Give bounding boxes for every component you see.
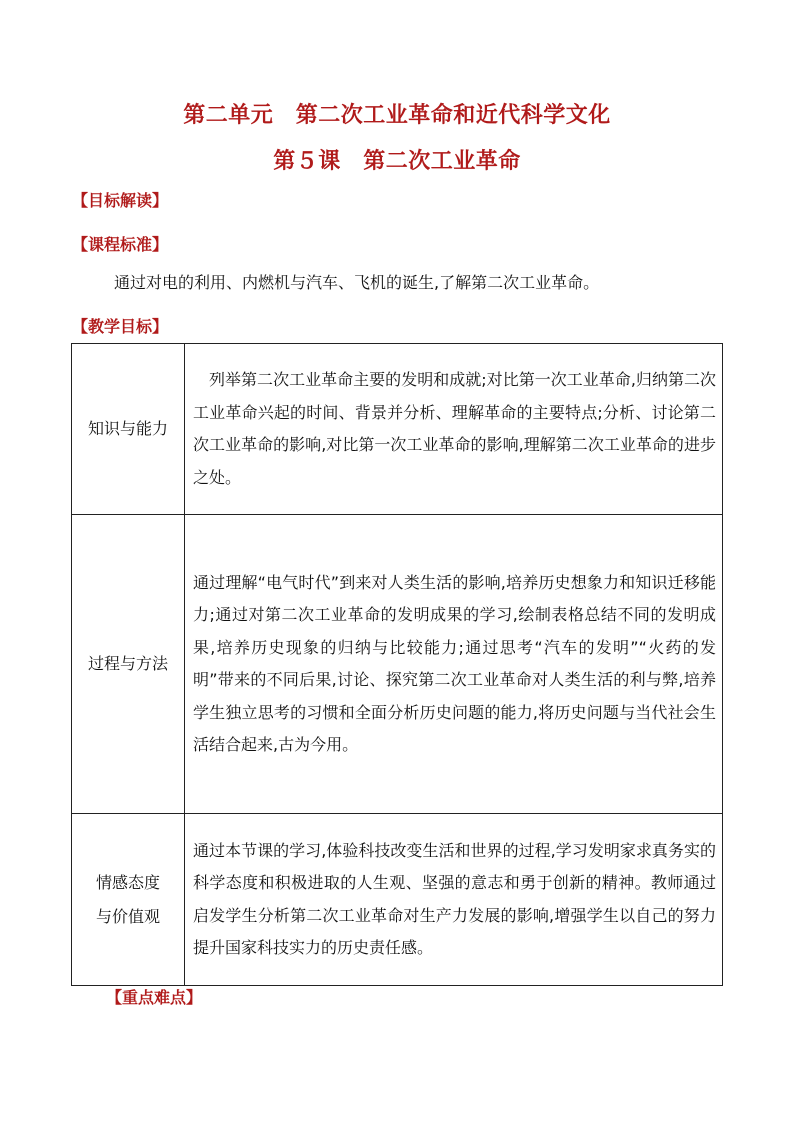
goal-category-line: 与价值观 [95, 906, 160, 926]
section-heading-label: 教学目标 [88, 317, 153, 336]
section-heading-teaching-goals [72, 314, 168, 337]
goal-category-label [72, 344, 185, 515]
bracket-open: 【 [72, 191, 89, 210]
bracket-open: 【 [106, 988, 123, 1007]
bracket-open: 【 [72, 235, 89, 254]
table-row [72, 344, 723, 515]
goal-category-line: 知识与能力 [87, 419, 168, 438]
bracket-close: 】 [186, 988, 203, 1007]
teaching-goals-table [71, 343, 723, 986]
bracket-close: 】 [152, 191, 169, 210]
bracket-open: 【 [72, 317, 89, 336]
goal-category-label [72, 814, 185, 986]
section-heading-curriculum-standard [72, 232, 168, 255]
section-heading-label: 重点难点 [122, 988, 187, 1007]
goal-category-line: 过程与方法 [87, 654, 168, 673]
goal-description: 通过本节课的学习,体验科技改变生活和世界的过程,学习发明家求真务实的科学态度和积极进取的人生观、坚强的意志和勇于创新的精神。教师通过启发学生分析第二次工业革命对生产力发展的影响,增强学生以自己的努力提升国家科技实力的历史责任感。 [185, 814, 723, 986]
curriculum-standard-text: 通过对电的利用、内燃机与汽车、飞机的诞生,了解第二次工业革命。 [114, 273, 600, 292]
table-row [72, 515, 723, 814]
bracket-close: 】 [152, 235, 169, 254]
goal-description: 通过理解“电气时代”到来对人类生活的影响,培养历史想象力和知识迁移能力;通过对第二次工业革命的发明成果的学习,绘制表格总结不同的发明成果,培养历史现象的归纳与比较能力;通过思考“汽车的发明”“火药的发明”带来的不同后果,讨论、探究第二次工业革命对人类生活的利与弊,培养学生独立思考的习惯和全面分析历史问题的能力,将历史问题与当代社会生活结合起来,古为今用。 [185, 515, 723, 814]
table-row [72, 814, 723, 986]
goal-description: 列举第二次工业革命主要的发明和成就;对比第一次工业革命,归纳第二次工业革命兴起的时间、背景并分析、理解革命的主要特点;分析、讨论第二次工业革命的影响,对比第一次工业革命的影响,理解第二次工业革命的进步之处。 [185, 344, 723, 515]
section-heading-key-difficulties [106, 985, 202, 1008]
lesson-title: 第５课 第二次工业革命 [273, 148, 521, 174]
bracket-close: 】 [152, 317, 169, 336]
goal-category-line: 情感态度 [95, 872, 160, 892]
section-heading-label: 课程标准 [88, 235, 153, 254]
goal-category-label [72, 515, 185, 814]
section-heading-goal-reading [72, 188, 168, 211]
section-heading-label: 目标解读 [88, 191, 153, 210]
unit-title: 第二单元 第二次工业革命和近代科学文化 [183, 102, 611, 128]
